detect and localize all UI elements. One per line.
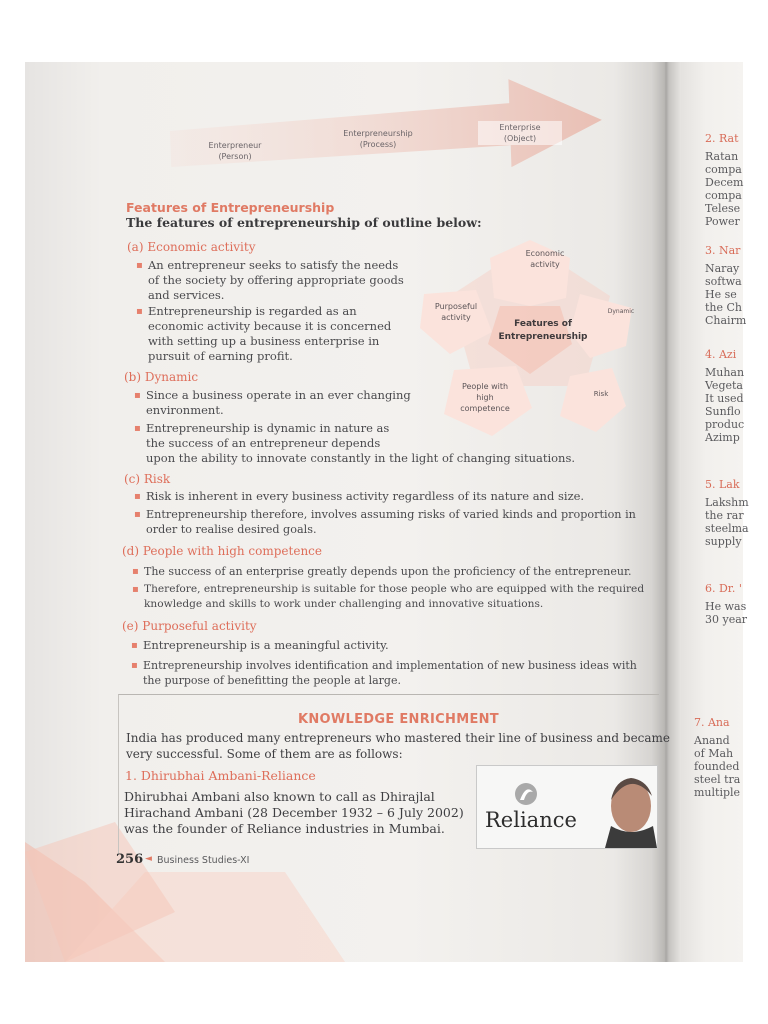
feature-b-point-1: ▪ Since a business operate in an ever changing environment. [134, 388, 411, 417]
diagram-purposeful: Purposeful activity [434, 302, 478, 322]
diagram-dynamic: Dynamic [607, 308, 635, 315]
knowledge-intro: India has produced many entrepreneurs who mastered their line of business and became very successful. Some of them are as follows: [126, 731, 671, 761]
right-page-text [703, 128, 749, 728]
flow-step-person: Enterpreneur (Person) [208, 141, 262, 161]
reliance-image [476, 765, 658, 849]
feature-a-heading: (a) Economic activity [127, 240, 256, 254]
rp-text-6: He was 30 year [705, 600, 748, 626]
diagram-center: Features of Entrepreneurship [498, 319, 588, 342]
feature-d-heading: (d) People with high competence [122, 544, 323, 558]
section-title: Features of Entrepreneurship [126, 200, 335, 215]
diagram-risk: Risk [593, 390, 609, 398]
rp-text-2: Ratan compa Decem compa Telese Power [705, 150, 744, 228]
book-title: Business Studies-XI [157, 855, 250, 866]
section-intro: The features of entrepreneurship of outline below: [126, 215, 482, 230]
feature-c-point-1: ▪ Risk is inherent in every business activity regardless of its nature and size. [134, 489, 585, 503]
knowledge-subheading: 1. Dhirubhai Ambani-Reliance [125, 768, 316, 783]
knowledge-body: Dhirubhai Ambani also known to call as Dhirajlal Hirachand Ambani (28 December 1932 – 6 July 2002) was the founder of Reliance industries in Mumbai. [124, 789, 464, 836]
reliance-logo-text: Reliance [485, 808, 577, 832]
flow-step-object: Enterprise (Object) [478, 121, 562, 145]
feature-d-point-2: ▪ Therefore, entrepreneurship is suitable for those people who are equipped with the required knowledge and skills to work under challenging and innovative situations. [132, 583, 645, 610]
feature-c-point-2: ▪ Entrepreneurship therefore, involves assuming risks of varied kinds and proportion in order to realise desired goals. [134, 508, 636, 536]
rp-heading-7: 7. Ana [694, 716, 730, 729]
flow-step-process: Enterpreneurship (Process) [343, 129, 413, 149]
rp-heading-2: 2. Rat [705, 132, 739, 145]
feature-a-point-1: ▪ An entrepreneur seeks to satisfy the needs of the society by offering appropriate goods and services. [136, 258, 404, 302]
feature-e-point-1: ▪ Entrepreneurship is a meaningful activity. [131, 638, 389, 652]
rp-heading-4: 4. Azi [705, 348, 737, 361]
page-number: 256 [116, 852, 144, 867]
feature-b-point-2: ▪ Entrepreneurship is dynamic in nature as the success of an entrepreneur depends upon the ability to innovate constantly in the light of changing situations. [134, 421, 576, 465]
rp-heading-3: 3. Nar [705, 244, 741, 257]
rp-text-5: Lakshm the rar steelma supply [705, 496, 749, 548]
feature-b-heading: (b) Dynamic [124, 370, 199, 384]
feature-a-point-2: ▪ Entrepreneurship is regarded as an economic activity because it is concerned with setting up a business enterprise in pursuit of earning profit. [136, 304, 392, 363]
right-page-text-lower [692, 712, 743, 832]
feature-c-heading: (c) Risk [124, 472, 171, 486]
feature-e-point-2: ▪ Entrepreneurship involves identification and implementation of new business ideas with the purpose of benefitting the people at large. [131, 659, 637, 687]
diagram-economic: Economic activity [525, 249, 565, 269]
rp-heading-6: 6. Dr. ' [705, 582, 742, 595]
rp-heading-5: 5. Lak [705, 478, 740, 491]
feature-e-heading: (e) Purposeful activity [122, 619, 257, 633]
feature-d-point-1: ▪ The success of an enterprise greatly depends upon the proficiency of the entrepreneur. [132, 565, 632, 578]
reliance-logo-icon [477, 766, 657, 848]
rp-text-3: Naray softwa He se the Ch Chairm [705, 262, 747, 327]
rp-text-7: Anand of Mah founded steel tra multiple [694, 734, 741, 799]
footer-arrow-icon: ◄ [145, 854, 152, 864]
rp-text-4: Muhan Vegeta It used Sunflo produc Azimp [705, 366, 745, 444]
knowledge-title: KNOWLEDGE ENRICHMENT [298, 712, 499, 727]
diagram-people: People with high competence [460, 382, 510, 413]
